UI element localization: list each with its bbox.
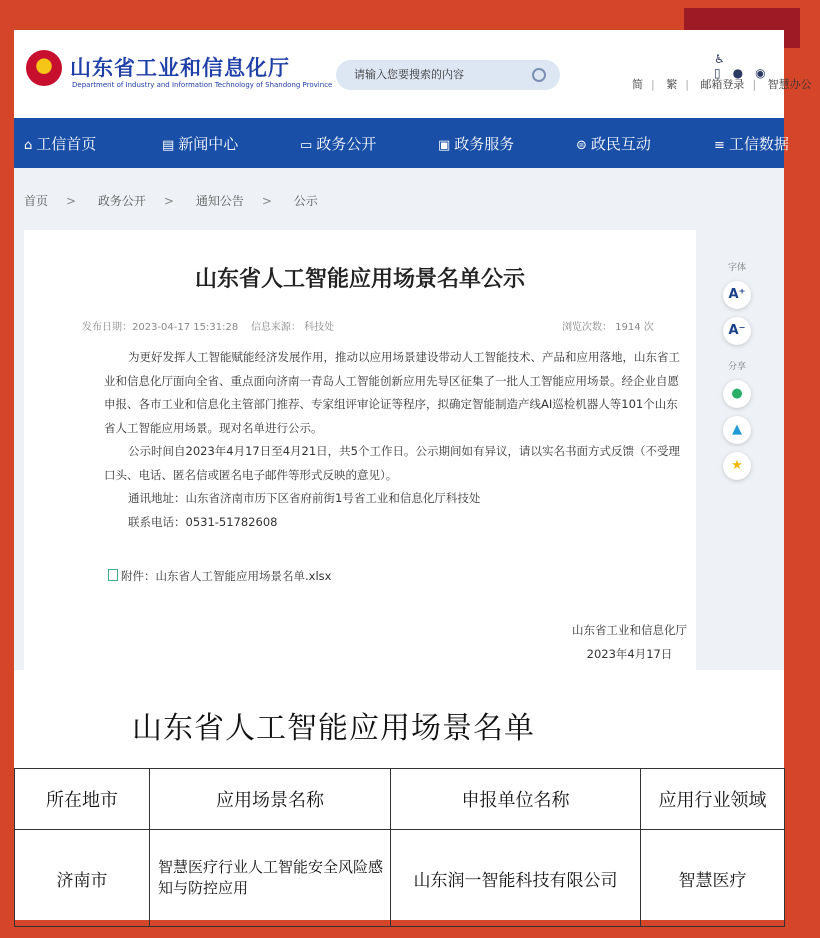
site-subtitle: Department of Industry and Information Technology of Shandong Province bbox=[72, 81, 333, 89]
nav-news[interactable]: ▤ 新闻中心 bbox=[162, 135, 239, 153]
smart-office-link[interactable]: 智慧办公 bbox=[767, 78, 812, 91]
article-body bbox=[104, 346, 684, 534]
contact-address: 通讯地址：山东省济南市历下区省府前街1号省工业和信息化厅科技处 bbox=[128, 491, 481, 505]
simplified-link[interactable]: 简 bbox=[632, 78, 643, 91]
signature-date: 2023年4月17日 bbox=[586, 647, 673, 661]
weibo-icon[interactable]: ◉ bbox=[755, 66, 766, 80]
main-nav bbox=[14, 118, 789, 168]
nav-services[interactable]: ▣ 政务服务 bbox=[438, 135, 515, 153]
font-size-label: 字体 bbox=[727, 263, 746, 273]
article bbox=[24, 230, 696, 700]
article-paragraph: 为更好发挥人工智能赋能经济发展作用，推动以应用场景建设带动人工智能技术、产品和应用落地，山东省工业和信息化厅面向全省、重点面向济南一青岛人工智能创新应用先导区征集了一批人工智能应用场景。经企业自愿申报、各市工业和信息化主管部门推荐、专家组评审论证等程序，拟确定智能制造产线AI巡检机器人等101个山东省人工智能应用场景。现对名单进行公示。 bbox=[104, 350, 680, 435]
nav-data[interactable]: ≡ 工信数据 bbox=[714, 135, 789, 153]
side-toolbar bbox=[722, 260, 752, 488]
cell-scenario: 智慧医疗行业人工智能安全风险感知与防控应用 bbox=[150, 830, 391, 927]
cell-industry: 智慧医疗 bbox=[641, 830, 785, 927]
header-industry: 应用行业领域 bbox=[641, 769, 785, 830]
favorite-star-icon[interactable]: ★ bbox=[723, 452, 751, 480]
share-label: 分享 bbox=[727, 362, 746, 372]
qq-share-icon[interactable]: ▲ bbox=[723, 416, 751, 444]
signature bbox=[572, 618, 687, 666]
header-company: 申报单位名称 bbox=[391, 769, 641, 830]
interaction-icon: ⊜ bbox=[576, 138, 587, 153]
article-title: 山东省人工智能应用场景名单公示 bbox=[194, 267, 525, 292]
site-header bbox=[14, 30, 812, 118]
nav-home[interactable]: ⌂ 工信首页 bbox=[24, 135, 97, 153]
cell-company: 山东润一智能科技有限公司 bbox=[391, 830, 641, 927]
search-input[interactable] bbox=[352, 67, 526, 82]
home-icon: ⌂ bbox=[24, 138, 33, 153]
traditional-link[interactable]: 繁 bbox=[666, 78, 678, 91]
screenshot bbox=[14, 30, 812, 920]
email-login-link[interactable]: 邮箱登录 bbox=[700, 78, 745, 91]
table-row bbox=[15, 830, 785, 927]
header-city: 所在地市 bbox=[15, 769, 150, 830]
article-paragraph: 公示时间自2023年4月17日至4月21日，共5个工作日。公示期间如有异议，请以实名书面方式反馈（不受理口头、电话、匿名信或匿名电子邮件等形式反映的意见）。 bbox=[104, 444, 680, 482]
breadcrumb-current[interactable]: 公示 bbox=[293, 194, 318, 208]
breadcrumb-public-affairs[interactable]: 政务公开 bbox=[97, 194, 146, 208]
scenario-table bbox=[14, 768, 785, 927]
service-icon: ▣ bbox=[438, 138, 451, 153]
list-title: 山东省人工智能应用场景名单 bbox=[132, 711, 535, 746]
site-title[interactable]: 山东省工业和信息化厅 bbox=[70, 56, 290, 80]
font-larger-button[interactable]: A⁺ bbox=[723, 281, 751, 309]
content-area bbox=[14, 168, 784, 708]
publish-date: 发布日期：2023-04-17 15:31:28 bbox=[82, 322, 239, 333]
cell-city: 济南市 bbox=[15, 830, 150, 927]
nav-interaction[interactable]: ⊜ 政民互动 bbox=[576, 135, 651, 153]
mobile-icon[interactable]: ▯ bbox=[714, 66, 721, 80]
signature-org: 山东省工业和信息化厅 bbox=[572, 623, 687, 637]
accessibility-icon[interactable]: ♿ bbox=[714, 52, 725, 66]
view-count: 浏览次数： 1914 次 bbox=[562, 322, 654, 333]
wechat-share-icon[interactable]: ● bbox=[723, 380, 751, 408]
article-meta bbox=[82, 318, 334, 333]
wechat-icon[interactable]: ● bbox=[732, 66, 744, 80]
contact-phone: 联系电话：0531-51782608 bbox=[128, 514, 278, 529]
national-emblem-icon bbox=[26, 50, 62, 86]
list-document bbox=[14, 670, 784, 920]
breadcrumb: 首页 > 政务公开 > 通知公告 > 公示 bbox=[24, 194, 318, 208]
spreadsheet-icon bbox=[108, 569, 118, 581]
news-icon: ▤ bbox=[162, 138, 175, 153]
monitor-icon: ▭ bbox=[300, 138, 313, 153]
breadcrumb-home[interactable]: 首页 bbox=[24, 194, 49, 208]
database-icon: ≡ bbox=[714, 138, 725, 153]
header-scenario: 应用场景名称 bbox=[150, 769, 391, 830]
breadcrumb-notices[interactable]: 通知公告 bbox=[195, 194, 244, 208]
info-source: 信息来源： 科技处 bbox=[250, 322, 335, 333]
table-header-row bbox=[15, 769, 785, 830]
font-smaller-button[interactable]: A⁻ bbox=[723, 317, 751, 345]
attachment-link[interactable]: 附件：山东省人工智能应用场景名单.xlsx bbox=[108, 568, 331, 584]
nav-public-affairs[interactable]: ▭ 政务公开 bbox=[300, 135, 377, 153]
top-links: 简 | 繁 | 邮箱登录 | 智慧办公 bbox=[632, 78, 812, 91]
search-icon[interactable] bbox=[532, 68, 546, 82]
search-box[interactable] bbox=[336, 60, 560, 90]
